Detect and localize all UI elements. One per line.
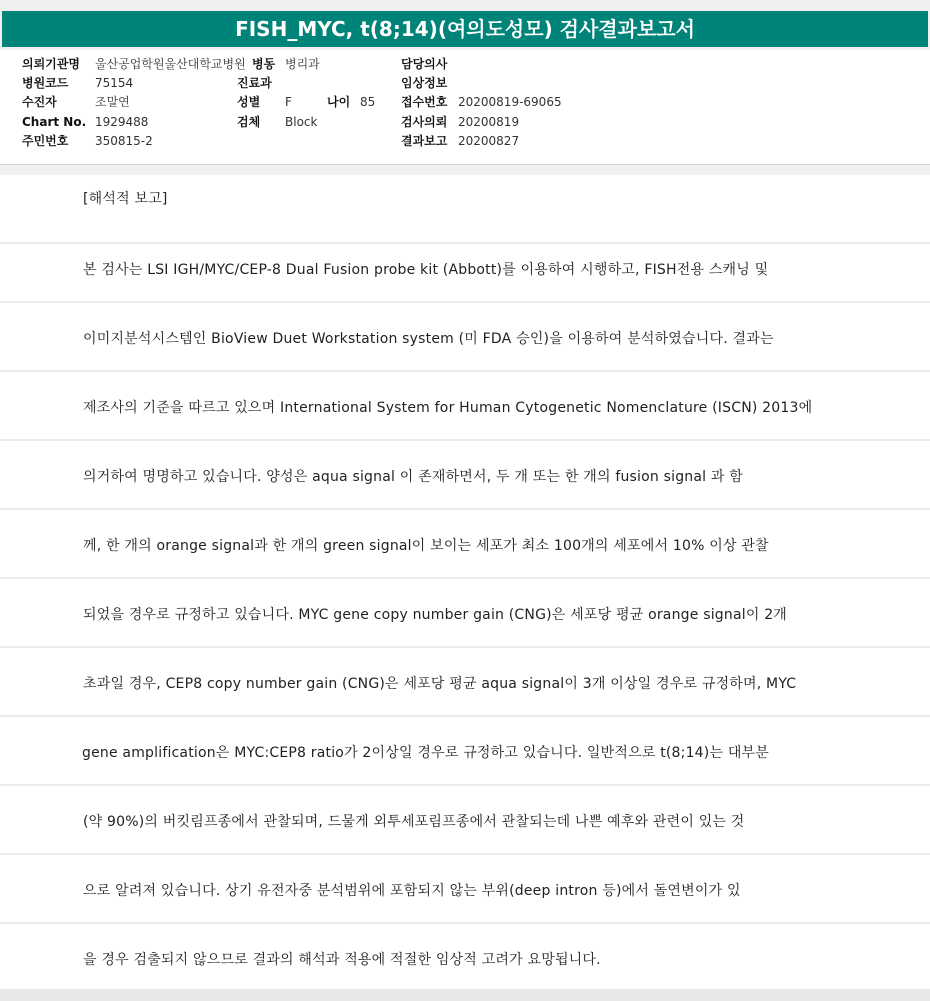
report-line — [0, 579, 930, 648]
report-line-text: 초과일 경우, CEP8 copy number gain (CNG)은 세포당 평균 aqua signal이 3개 이상일 경우로 규정하며, MYC — [83, 676, 797, 692]
institution-value: 울산공업학원울산대학교병원 — [95, 57, 246, 71]
report-title: FISH_MYC, t(8;14)(여의도성모) 검사결과보고서 — [2, 11, 928, 47]
info-row-patient — [22, 93, 222, 111]
report-line — [0, 924, 930, 988]
report-line-text: (약 90%)의 버킷림프종에서 관찰되며, 드물게 외투세포림프종에서 관찰되는데 나쁜 예후와 관련이 있는 것 — [83, 814, 745, 830]
report-line-text: 되었을 경우로 규정하고 있습니다. MYC gene copy number gain (CNG)은 세포당 평균 orange signal이 2개 — [83, 607, 788, 623]
report-line-text: 제조사의 기준을 따르고 있으며 International System for Human Cytogenetic Nomenclature (ISCN) 2013에 — [83, 400, 813, 416]
sex-value: F — [285, 95, 292, 109]
report-line — [0, 855, 930, 924]
info-row-age — [327, 93, 387, 111]
report-line-text: 이미지분석시스템인 BioView Duet Workstation system (미 FDA 승인)을 이용하여 분석하였습니다. 결과는 — [83, 331, 774, 347]
info-row-ward — [252, 55, 392, 73]
patient-value: 조말연 — [95, 95, 130, 109]
patient-info-panel — [0, 50, 930, 162]
info-row-specimen — [237, 113, 337, 131]
resident-no-value: 350815-2 — [95, 134, 153, 148]
ward-value: 병리과 — [285, 57, 320, 71]
report-line — [0, 234, 930, 303]
report-date-label: 결과보고 — [401, 134, 448, 148]
report-line-text: gene amplification은 MYC:CEP8 ratio가 2이상일 경우로 규정하고 있습니다. 일반적으로 t(8;14)는 대부분 — [82, 745, 769, 761]
sex-label: 성별 — [237, 95, 261, 109]
info-row-chart-no — [22, 113, 222, 131]
report-line-text: 을 경우 검출되지 않으므로 결과의 해석과 적용에 적절한 임상적 고려가 요망됩니다. — [83, 952, 601, 968]
chart-no-label: Chart No. — [22, 115, 87, 129]
clinical-info-label: 임상정보 — [401, 76, 448, 90]
report-line — [0, 441, 930, 510]
bottom-strip — [0, 989, 930, 1001]
resident-no-label: 주민번호 — [22, 134, 69, 148]
report-line — [0, 372, 930, 441]
report-line-text: 의거하여 명명하고 있습니다. 양성은 aqua signal 이 존재하면서, 두 개 또는 한 개의 fusion signal 과 함 — [83, 469, 743, 485]
accession-no-value: 20200819-69065 — [458, 95, 562, 109]
info-row-resident-no — [22, 132, 222, 150]
patient-label: 수진자 — [22, 95, 57, 109]
info-row-clinical-info — [401, 74, 581, 92]
report-heading: [해석적 보고] — [83, 191, 168, 207]
info-row-report-date — [401, 132, 581, 150]
report-date-value: 20200827 — [458, 134, 520, 148]
report-line — [0, 717, 930, 786]
specimen-label: 검체 — [237, 115, 261, 129]
request-date-label: 검사의뢰 — [401, 115, 448, 129]
hospital-code-value: 75154 — [95, 76, 134, 90]
ward-label: 병동 — [252, 57, 276, 71]
info-row-institution — [22, 55, 252, 73]
report-line — [0, 648, 930, 717]
specimen-value: Block — [285, 115, 318, 129]
chart-no-value: 1929488 — [95, 115, 149, 129]
request-date-value: 20200819 — [458, 115, 520, 129]
info-row-sex — [237, 93, 317, 111]
report-line — [0, 303, 930, 372]
institution-label: 의뢰기관명 — [22, 57, 80, 71]
report-line — [0, 786, 930, 855]
department-label: 진료과 — [237, 76, 272, 90]
report-line-text: 으로 알려져 있습니다. 상기 유전자중 분석범위에 포함되지 않는 부위(deep intron 등)에서 돌연변이가 있 — [83, 883, 741, 899]
doctor-label: 담당의사 — [401, 57, 448, 71]
info-row-accession-no — [401, 93, 581, 111]
info-row-hospital-code — [22, 74, 222, 92]
report-line-text: 께, 한 개의 orange signal과 한 개의 green signal이 보이는 세포가 최소 100개의 세포에서 10% 이상 관찰 — [83, 538, 769, 554]
report-line-text: 본 검사는 LSI IGH/MYC/CEP-8 Dual Fusion probe kit (Abbott)를 이용하여 시행하고, FISH전용 스캐닝 및 — [83, 262, 769, 278]
info-row-department — [237, 74, 377, 92]
age-label: 나이 — [327, 95, 351, 109]
hospital-code-label: 병원코드 — [22, 76, 69, 90]
accession-no-label: 접수번호 — [401, 95, 448, 109]
info-row-doctor — [401, 55, 581, 73]
report-line — [0, 510, 930, 579]
age-value: 85 — [360, 95, 376, 109]
info-row-request-date — [401, 113, 581, 131]
